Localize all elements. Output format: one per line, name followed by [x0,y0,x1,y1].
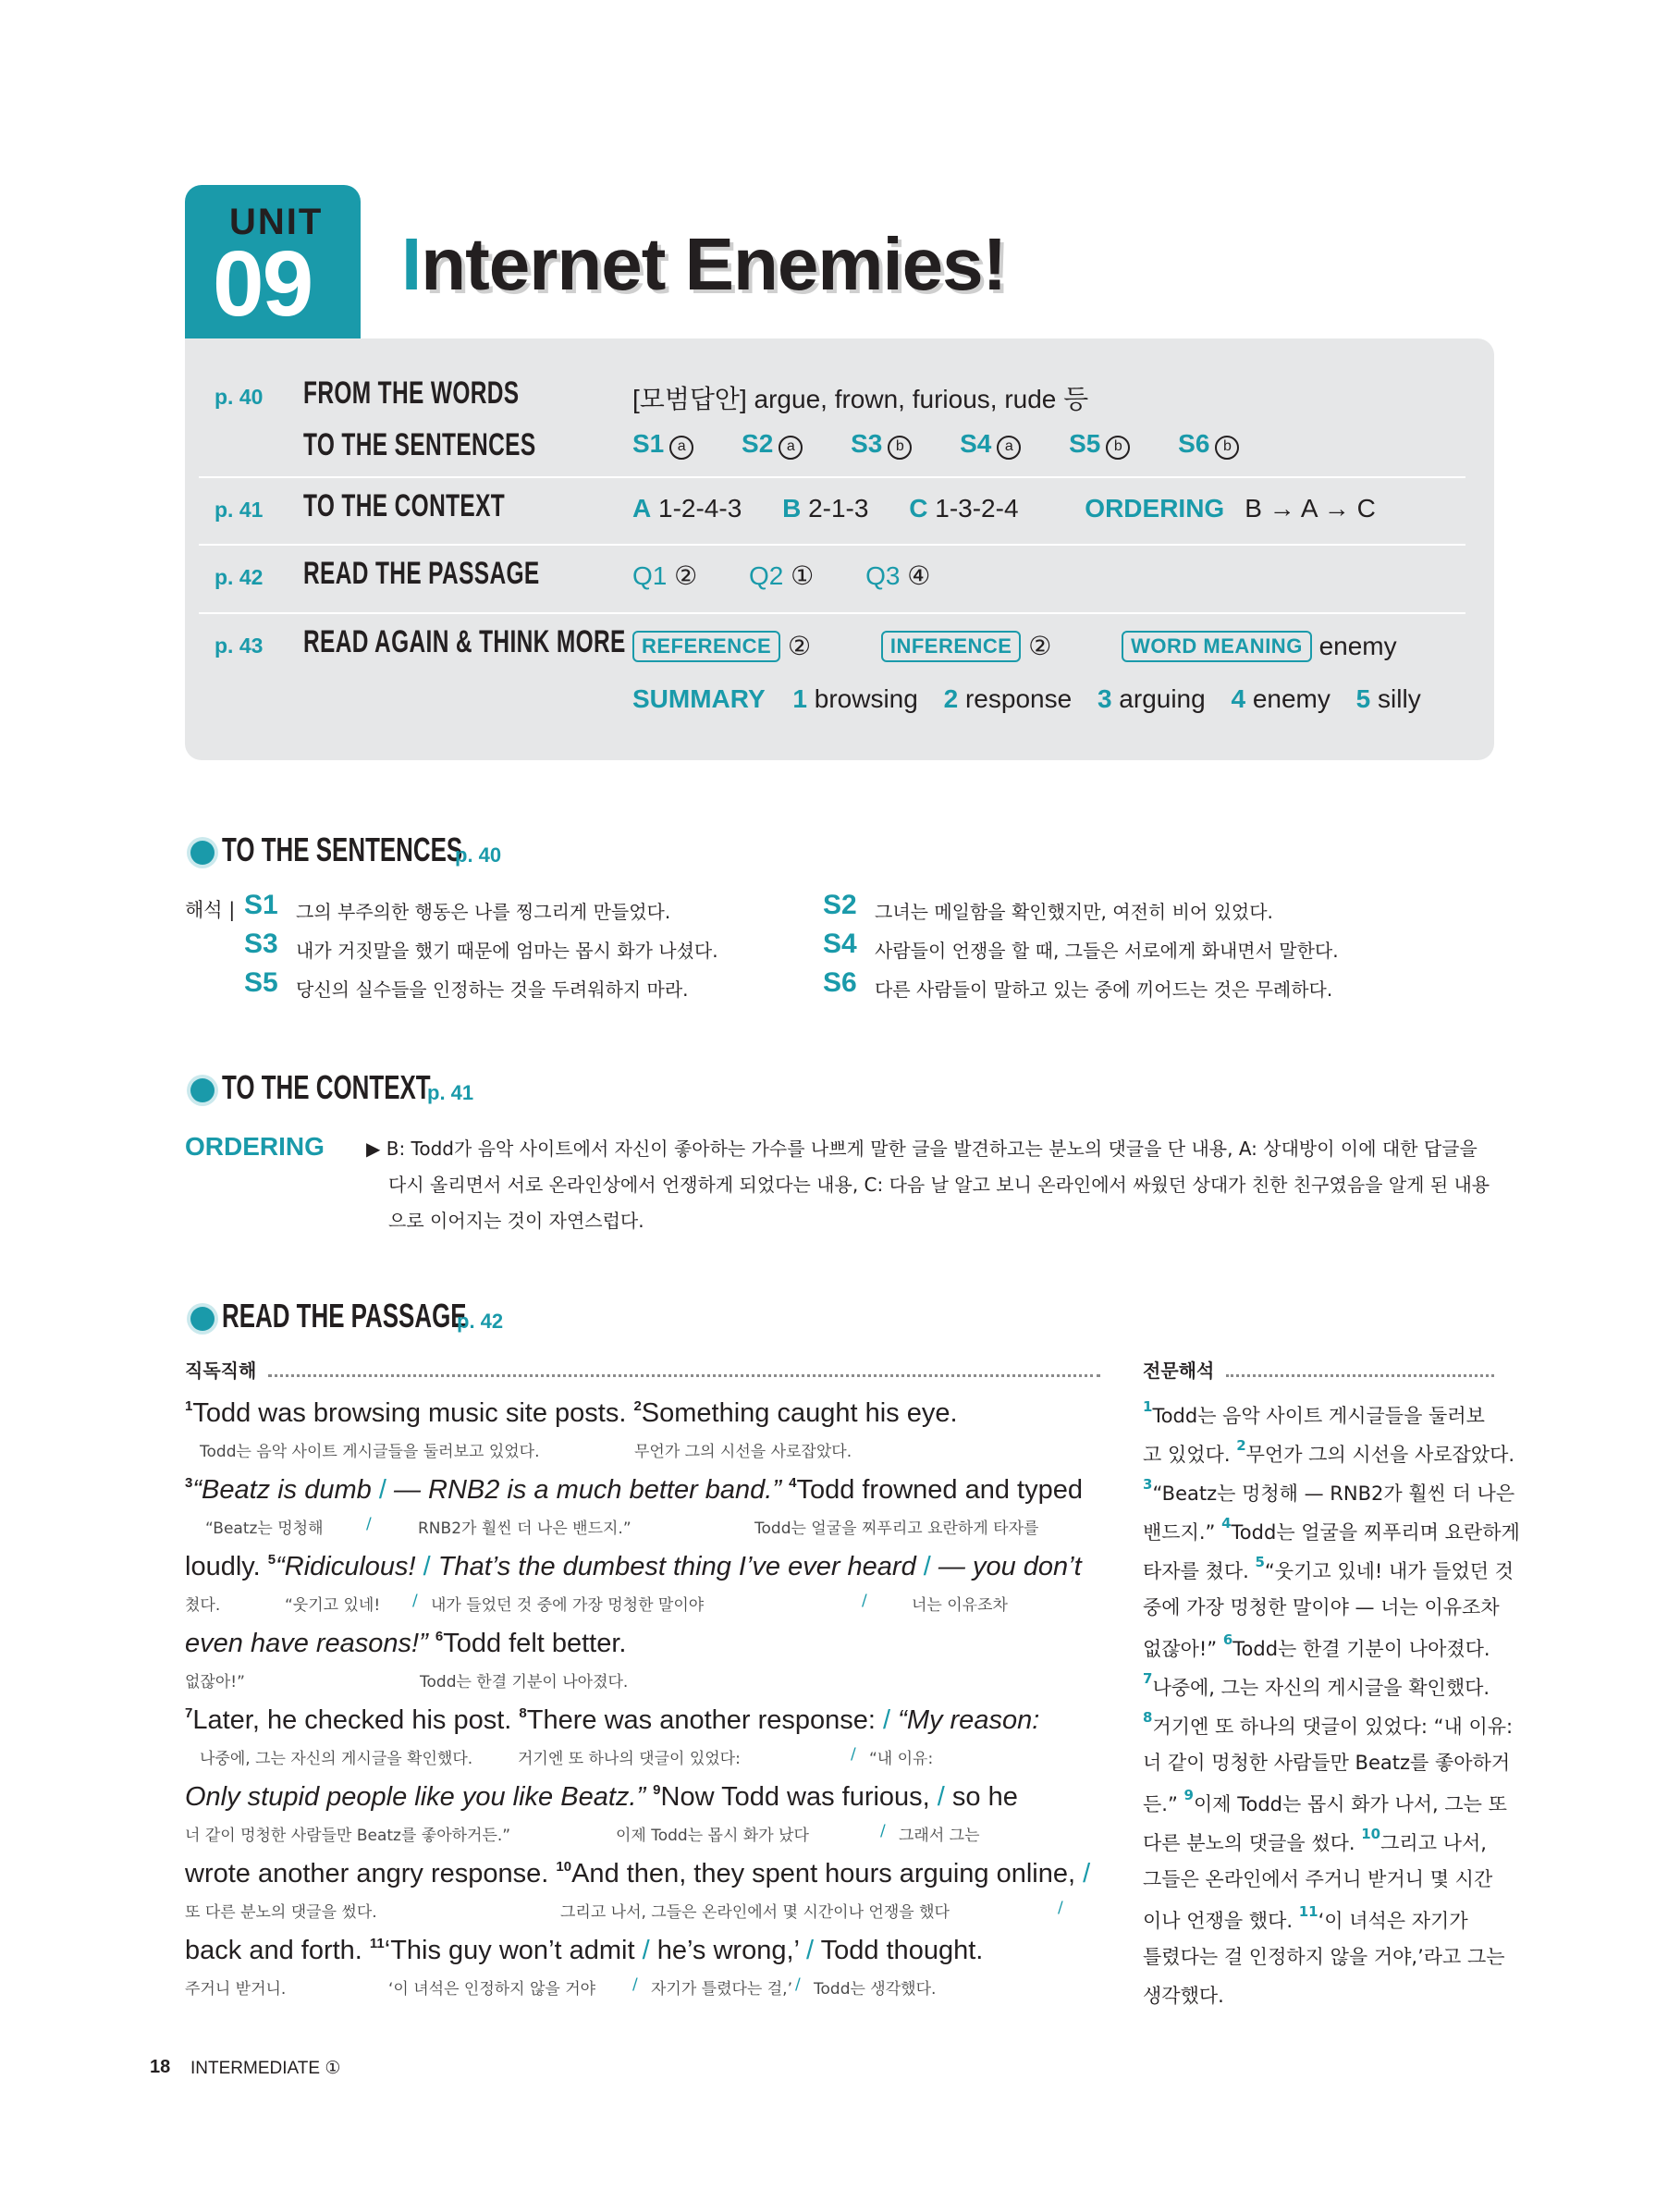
slash: / [366,1515,372,1533]
passage-line: Only stupid people like you like Beatz.” $^9$Now Todd was furious, / so he [185,1782,1018,1812]
gloss: “내 이유: [869,1750,934,1768]
page-ref: p. 41 [215,498,264,522]
section-title: TO THE CONTEXT [222,1068,431,1106]
section-bullet-icon [190,1307,215,1331]
sentence-label: S2 [823,890,857,920]
gloss: 무언가 그의 시선을 사로잡았다. [634,1443,852,1461]
passage-line: $^1$Todd was browsing music site posts. $^2$Something caught his eye. [185,1398,958,1428]
slash: / [862,1592,867,1610]
passage-line: even have reasons!” $^6$Todd felt better. [185,1629,627,1658]
full-translation-line: 밴드지.” $^4$Todd는 얼굴을 찌푸리며 요란하게 [1143,1515,1520,1544]
context-answers: A 1-2-4-3 B 2-1-3 C 1-3-2-4 ORDERING B → A → C [632,494,1376,523]
section-page: p. 41 [427,1081,474,1104]
full-translation-line: $^3$“Beatz는 멍청해 — RNB2가 훨씬 더 나은 [1143,1476,1515,1505]
translation-lead: 해석 | [185,899,236,921]
sentence-text: 다른 사람들이 말하고 있는 중에 끼어드는 것은 무례하다. [875,978,1333,1001]
section-bullet-icon [190,841,215,865]
context-explanation-line: 다시 올리면서 서로 온라인상에서 언쟁하게 되었다는 내용, C: 다음 날 알고 보니 온라인에서 싸웠던 상대가 친한 친구였음을 알게 된 내용 [388,1174,1490,1196]
full-translation-line: 든.” $^9$이제 Todd는 몹시 화가 나서, 그는 또 [1143,1787,1507,1815]
full-translation-line: 고 있었다. $^2$무언가 그의 시선을 사로잡았다. [1143,1437,1515,1466]
page-ref: p. 42 [215,565,264,589]
sentence-label: S1 [244,890,278,920]
gloss: “Beatz는 멍청해 [205,1519,324,1538]
full-translation-line: 그들은 온라인에서 주거니 받거니 몇 시간 [1143,1868,1493,1890]
full-translation-line: $^7$나중에, 그는 자신의 게시글을 확인했다. [1143,1670,1490,1699]
row-heading: READ AGAIN & THINK MORE [303,624,626,659]
slash: / [632,1975,638,1994]
gloss: 자기가 틀렸다는 걸,’ [651,1980,792,1999]
s-answers: S1 a S2 a S3 b S4 a S5 b S6 b [632,429,1239,460]
full-translation-line: 타자를 쳤다. $^5$“웃기고 있네! 내가 들었던 것 [1143,1554,1514,1582]
passage-line: back and forth. $^{11}$‘This guy won’t admit / he’s wrong,’ / Todd thought. [185,1936,984,1965]
gloss: 없잖아!” [185,1673,245,1692]
gloss: Todd는 음악 사이트 게시글들을 둘러보고 있었다. [200,1443,540,1461]
section-title: TO THE SENTENCES [222,830,463,868]
sentence-label: S6 [823,967,857,998]
page-title: Internet Enemies! [401,223,1007,305]
slash: / [1058,1899,1063,1917]
q-answers: Q1 ② Q2 ① Q3 ④ [632,561,931,590]
row-heading: FROM THE WORDS [303,375,520,411]
gloss: ‘이 녀석은 인정하지 않을 거야 [388,1980,596,1999]
think-more-answers: REFERENCE ② INFERENCE ② WORD MEANING enemy [632,631,1397,662]
gloss: 너 같이 멍청한 사람들만 Beatz를 좋아하거든.” [185,1827,511,1845]
gloss: Todd는 한결 기분이 나아졌다. [420,1673,629,1692]
model-answer: [모범답안] argue, frown, furious, rude 등 [632,385,1089,413]
gloss: Todd는 생각했다. [814,1980,937,1999]
divider [199,544,1465,546]
full-translation-line: 다른 분노의 댓글을 썼다. $^{10}$그리고 나서, [1143,1826,1487,1854]
page-ref: p. 43 [215,634,264,658]
sentence-text: 당신의 실수들을 인정하는 것을 두려워하지 마라. [296,978,689,1001]
gloss: 나중에, 그는 자신의 게시글을 확인했다. [200,1750,473,1768]
gloss: 또 다른 분노의 댓글을 썼다. [185,1903,377,1922]
gloss: 이제 Todd는 몹시 화가 났다 [616,1827,809,1845]
full-translation-line: 생각했다. [1143,1985,1224,2007]
gloss: “웃기고 있네! [285,1596,381,1615]
dotted-rule [1226,1374,1494,1377]
full-translation-line: 틀렸다는 걸 인정하지 않을 거야,’라고 그는 [1143,1946,1505,1968]
row-heading: TO THE CONTEXT [303,488,506,523]
slash: / [412,1592,418,1610]
passage-line: $^7$Later, he checked his post. $^8$There was another response: / “My reason: [185,1705,1040,1735]
gloss: 쳤다. [185,1596,221,1615]
gloss: 주거니 받거니. [185,1980,287,1999]
gloss: 그래서 그는 [899,1827,980,1845]
page-number: 18 [150,2057,171,2077]
sentence-label: S3 [244,929,278,959]
full-translation-line: $^8$거기엔 또 하나의 댓글이 있었다: “내 이유: [1143,1709,1514,1738]
book-title: INTERMEDIATE ① [190,2059,341,2078]
divider [199,476,1465,478]
sentence-label: S4 [823,929,857,959]
column-label: 전문해석 [1143,1360,1215,1382]
section-title: READ THE PASSAGE [222,1297,467,1335]
context-explanation-line: 으로 이어지는 것이 자연스럽다. [388,1210,644,1232]
unit-label: UNIT [229,202,324,242]
full-translation-line: 이나 언쟁을 했다. $^{11}$‘이 녀석은 자기가 [1143,1903,1468,1932]
gloss: RNB2가 훨씬 더 나은 밴드지.” [418,1519,632,1538]
section-page: p. 40 [455,843,502,867]
section-page: p. 42 [457,1310,504,1333]
unit-number: 09 [213,232,313,336]
slash: / [851,1745,856,1764]
gloss: 거기엔 또 하나의 댓글이 있었다: [518,1750,741,1768]
passage-line: wrote another angry response. $^{10}$And then, they spent hours arguing online, / [185,1859,1091,1889]
row-heading: READ THE PASSAGE [303,556,540,591]
passage-line: $^3$“Beatz is dumb / — RNB2 is a much better band.” $^4$Todd frowned and typed [185,1475,1083,1505]
full-translation-line: 너 같이 멍청한 사람들만 Beatz를 좋아하거 [1143,1752,1511,1774]
sentence-text: 그의 부주의한 행동은 나를 찡그리게 만들었다. [296,901,671,923]
passage-line: loudly. $^5$“Ridiculous! / That’s the dumbest thing I’ve ever heard / — you don’t [185,1552,1082,1581]
dotted-rule [268,1374,1100,1377]
section-bullet-icon [190,1078,215,1102]
column-label: 직독직해 [185,1360,257,1382]
gloss: 그리고 나서, 그들은 온라인에서 몇 시간이나 언쟁을 했다 [560,1903,950,1922]
ordering-label: ORDERING [185,1132,325,1161]
gloss: 내가 들었던 것 중에 가장 멍청한 말이야 [431,1596,705,1615]
sentence-text: 내가 거짓말을 했기 때문에 엄마는 몹시 화가 나셨다. [296,940,718,962]
page-ref: p. 40 [215,385,264,409]
full-translation-line: 없잖아!” $^6$Todd는 한결 기분이 나아졌다. [1143,1631,1490,1660]
context-explanation-line: ▶ B: Todd가 음악 사이트에서 자신이 좋아하는 가수를 나쁘게 말한 글을 발견하고는 분노의 댓글을 단 내용, A: 상대방이 이에 대한 답글을 [366,1138,1478,1160]
summary-answers: SUMMARY 1 browsing 2 response 3 arguing 4 enemy 5 silly [632,684,1421,713]
slash: / [795,1975,801,1994]
full-translation-line: 중에 가장 멍청한 말이야 — 너는 이유조차 [1143,1596,1500,1618]
full-translation-line: $^1$Todd는 음악 사이트 게시글들을 둘러보 [1143,1398,1485,1427]
slash: / [880,1822,886,1840]
gloss: Todd는 얼굴을 찌푸리고 요란하게 타자를 [754,1519,1039,1538]
gloss: 너는 이유조차 [912,1596,1008,1615]
divider [199,612,1465,614]
sentence-text: 사람들이 언쟁을 할 때, 그들은 서로에게 화내면서 말한다. [875,940,1339,962]
sentence-text: 그녀는 메일함을 확인했지만, 여전히 비어 있었다. [875,901,1273,923]
row-heading: TO THE SENTENCES [303,427,536,462]
sentence-label: S5 [244,967,278,998]
